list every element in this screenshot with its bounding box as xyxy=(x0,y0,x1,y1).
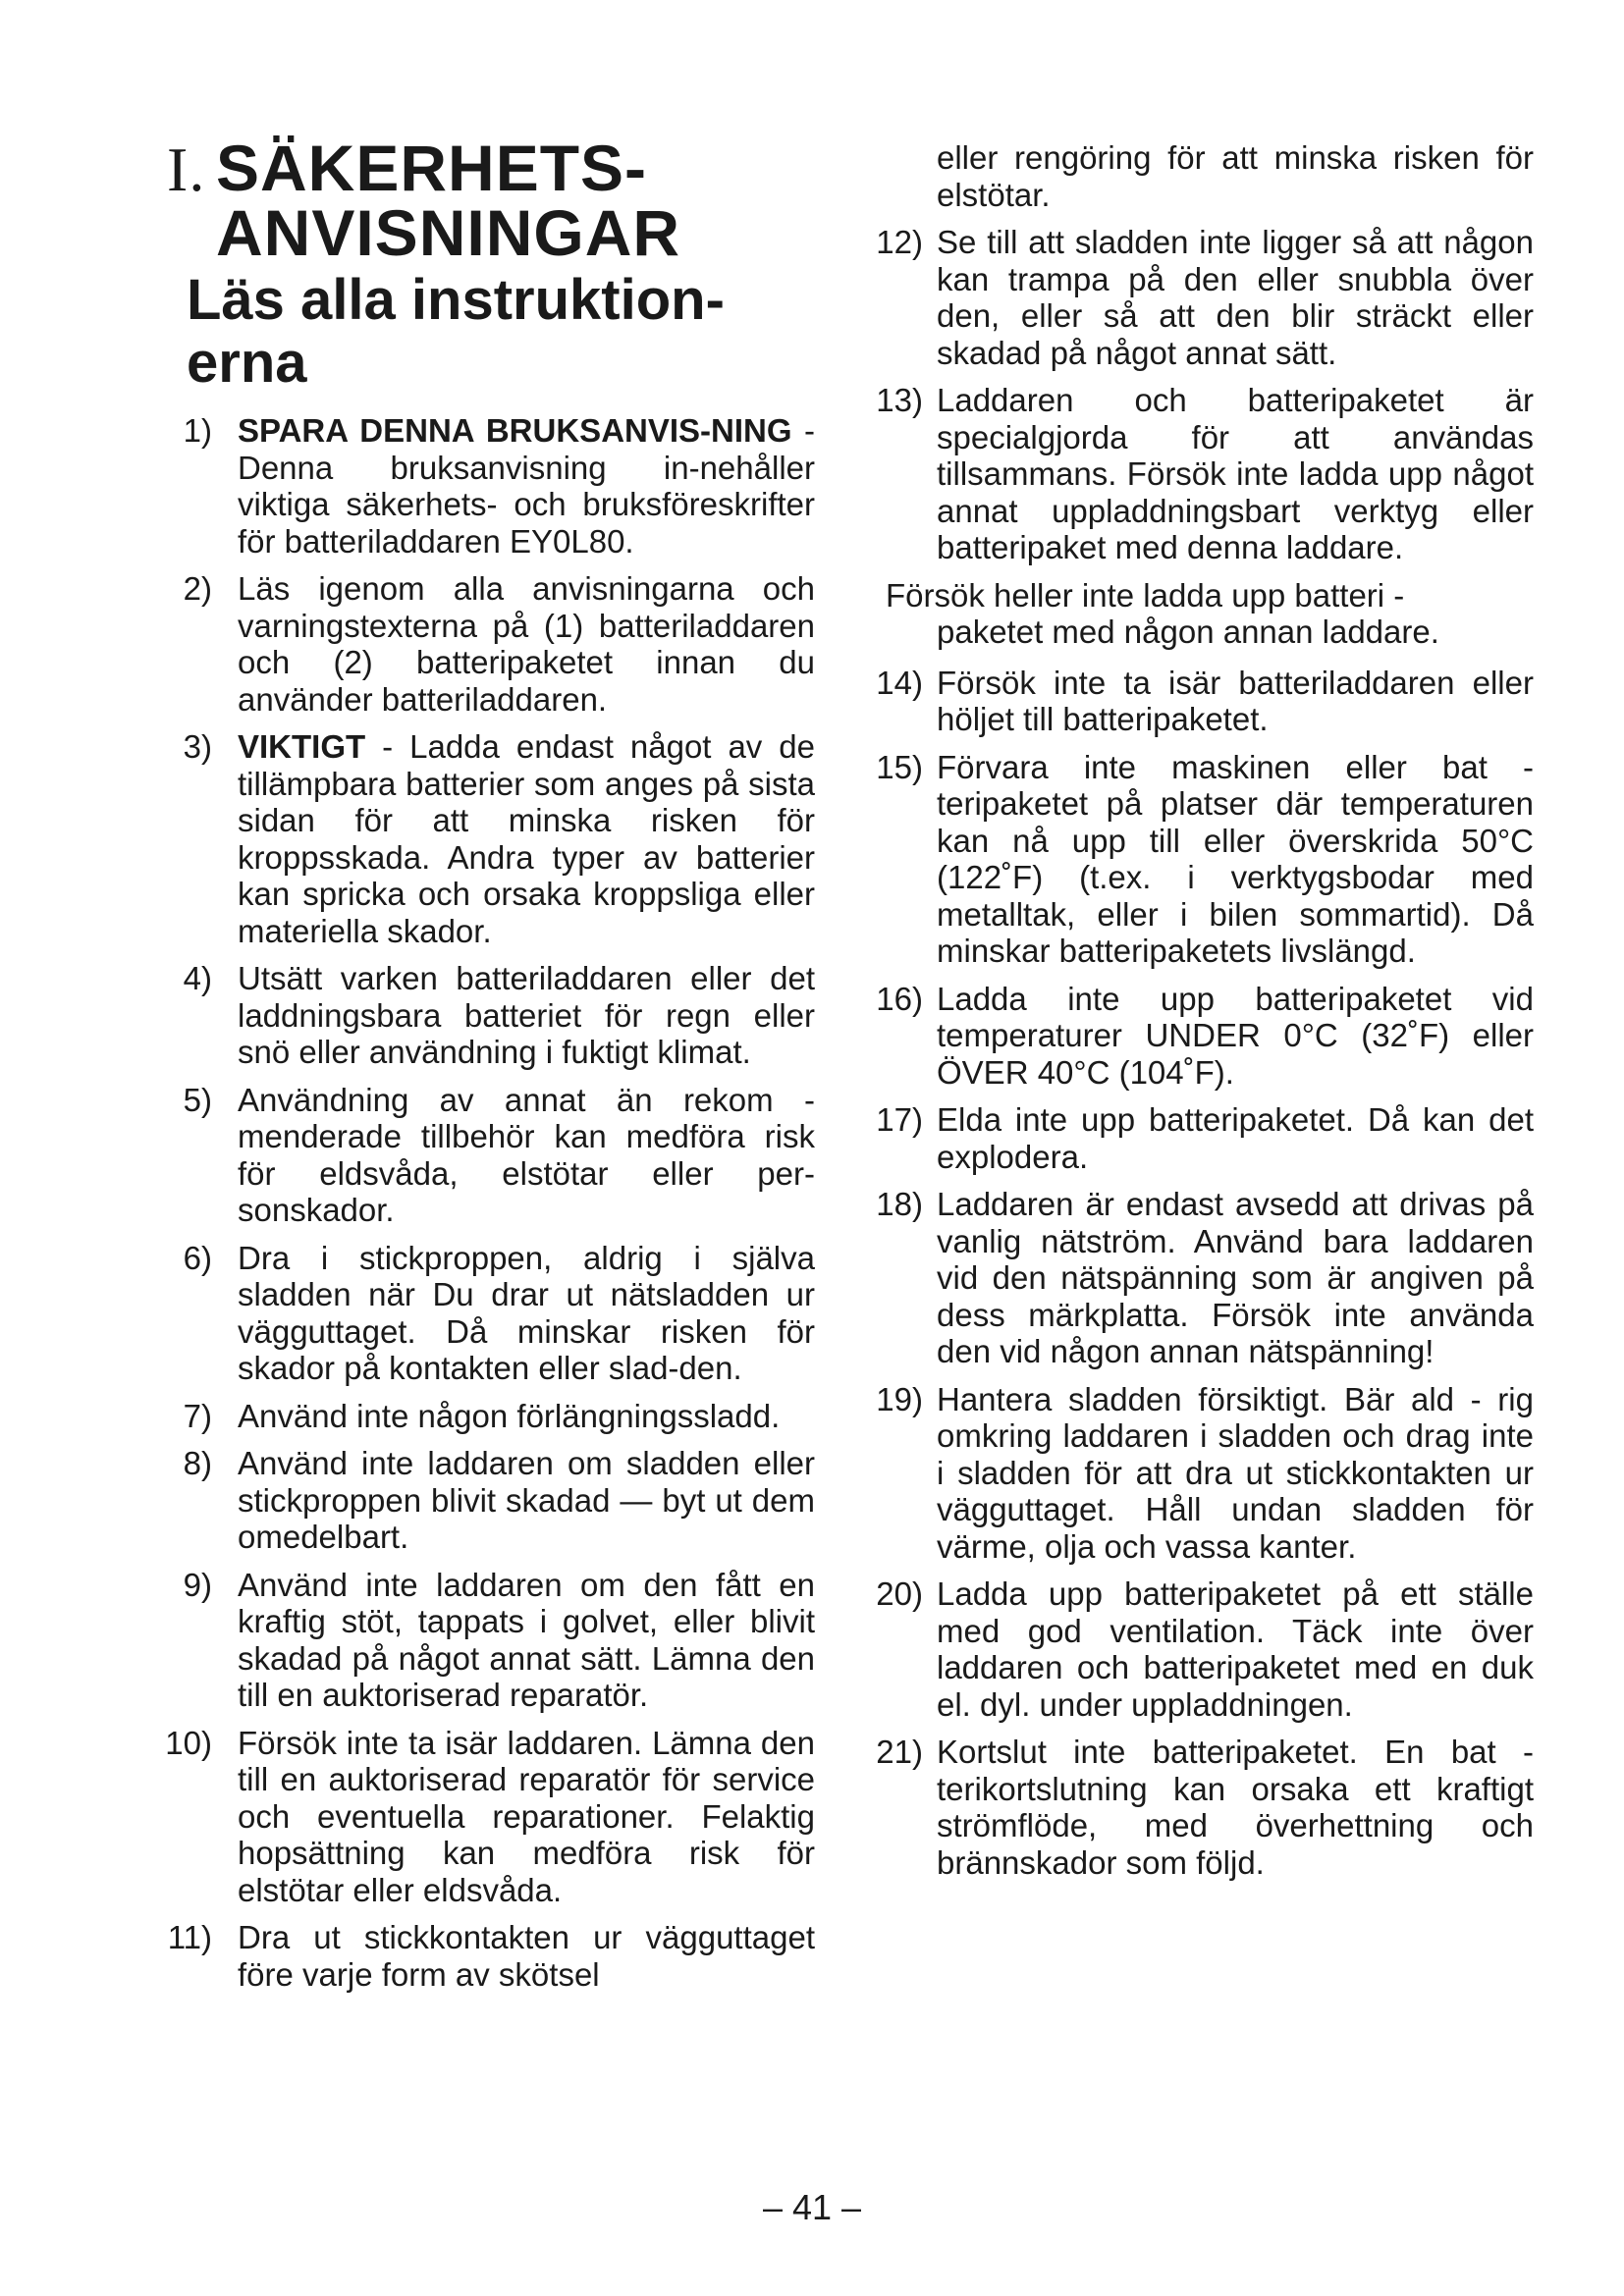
list-item-number: 15) xyxy=(876,748,923,785)
list-item-number: 6) xyxy=(183,1239,212,1276)
list-item-number: 1) xyxy=(183,412,212,449)
list-item-text: Laddaren och batteripaketet är specialgjorda för att användas tillsammans. Försök inte ladda upp något annat uppladdningsbart verktyg eller batteripaket med denna laddare. xyxy=(937,382,1534,565)
section-subtitle: Läs alla instruktion-erna xyxy=(187,268,725,395)
list-item xyxy=(167,1240,815,1387)
extra-note-line2: paketet med någon annan laddare. xyxy=(937,614,1439,650)
list-item-number: 14) xyxy=(876,664,923,701)
list-item-number: 12) xyxy=(876,224,923,260)
list-item-text: Utsätt varken batteriladdaren eller det laddningsbara batteriet för regn eller snö eller användning i fuktigt klimat. xyxy=(238,960,815,1070)
list-item xyxy=(167,1919,815,1993)
list-item-number: 3) xyxy=(183,728,212,765)
list-item-text: Elda inte upp batteripaketet. Då kan det explodera. xyxy=(937,1101,1534,1175)
section-title-line2: ANVISNINGAR xyxy=(216,196,681,269)
list-item-number: 10) xyxy=(165,1724,212,1761)
list-item xyxy=(866,1575,1534,1723)
list-item-number: 11) xyxy=(167,1919,212,1955)
list-item xyxy=(866,1734,1534,1881)
list-item xyxy=(167,1567,815,1714)
list-item-number: 18) xyxy=(876,1186,923,1222)
list-item xyxy=(866,1186,1534,1370)
list-item-number: 13) xyxy=(876,382,923,418)
list-item-text: Använd inte någon förlängningssladd. xyxy=(238,1397,781,1434)
section-title-line1: SÄKERHETS- xyxy=(216,132,648,204)
list-item-number: 5) xyxy=(183,1081,212,1118)
list-item-number: 20) xyxy=(876,1575,923,1612)
list-item-text: Använd inte laddaren om den fått en kraftig stöt, tappats i golvet, eller blivit skadad på något annat sätt. Lämna den till en auktoriserad reparatör. xyxy=(238,1566,815,1713)
safety-list-left xyxy=(167,412,815,1993)
list-item xyxy=(167,728,815,949)
list-item-text: Användning av annat än rekom - menderade tillbehör kan medföra risk för eldsvåda, elstötar eller per-sonskador. xyxy=(238,1081,815,1228)
list-item-number: 19) xyxy=(876,1380,923,1417)
right-column xyxy=(866,139,1534,1892)
list-item-number: 4) xyxy=(183,960,212,996)
list-item-bold: VIKTIGT xyxy=(238,728,366,765)
list-item-number: 9) xyxy=(183,1566,212,1603)
list-item xyxy=(167,1082,815,1229)
section-heading xyxy=(167,132,815,269)
list-item xyxy=(866,1101,1534,1175)
list-item-text: Försök inte ta isär batteriladdaren eller höljet till batteripaketet. xyxy=(937,664,1534,737)
list-item xyxy=(167,1725,815,1909)
list-item-text: Kortslut inte batteripaketet. En bat - terikortslutning kan orsaka ett kraftigt strömflöde, med överhettning och brännskador som följd. xyxy=(937,1734,1534,1881)
list-item xyxy=(866,749,1534,970)
list-item-text: Läs igenom alla anvisningarna och varningstexterna på (1) batteriladdaren och (2) batteripaketet innan du använder batteriladdaren. xyxy=(238,570,815,718)
list-item-text: Använd inte laddaren om sladden eller stickproppen blivit skadad — byt ut dem omedelbart. xyxy=(238,1445,815,1555)
list-item xyxy=(167,960,815,1071)
list-item xyxy=(866,1381,1534,1566)
list-item xyxy=(167,412,815,560)
list-item-number: 8) xyxy=(183,1445,212,1481)
list-item-extra-note xyxy=(886,577,1534,651)
list-item-continuation: eller rengöring för att minska risken för elstötar. xyxy=(937,139,1534,213)
safety-list-right xyxy=(866,224,1534,566)
list-item-number: 21) xyxy=(876,1734,923,1770)
page-number: – 41 – xyxy=(762,2187,862,2227)
list-item-text: Ladda upp batteripaketet på ett ställe med god ventilation. Täck inte över laddaren och batteripaketet med en duk el. dyl. under uppladdningen. xyxy=(937,1575,1534,1723)
list-item xyxy=(866,382,1534,566)
list-item-text: Laddaren är endast avsedd att drivas på vanlig nätström. Använd bara laddaren vid den nätspänning som är angiven på dess märkplatta. Försök inte använda den vid någon annan nätspänning! xyxy=(937,1186,1534,1369)
section-numeral: I. xyxy=(167,134,206,204)
list-item-text: - Denna bruksanvisning in-nehåller viktiga säkerhets- och bruksföreskrifter för batteriladdaren EY0L80. xyxy=(238,412,815,560)
list-item-text: Ladda inte upp batteripaketet vid temperaturer UNDER 0°C (32˚F) eller ÖVER 40°C (104˚F). xyxy=(937,980,1534,1091)
list-item-text: Hantera sladden försiktigt. Bär ald - rig omkring laddaren i sladden och drag inte i sladden för att dra ut stickkontakten ur vägguttaget. Håll undan sladden för värme, olja och vassa kanter. xyxy=(937,1380,1534,1565)
list-item-text: Se till att sladden inte ligger så att någon kan trampa på den eller snubbla över den, eller så att den blir sträckt eller skadad på något annat sätt. xyxy=(937,224,1534,371)
list-item xyxy=(866,981,1534,1092)
left-column xyxy=(165,132,815,2003)
list-item-text: Dra ut stickkontakten ur vägguttaget före varje form av skötsel xyxy=(238,1919,815,1993)
list-item-text: - Ladda endast något av de tillämpbara batterier som anges på sista sidan för att minska risken för kroppsskada. Andra typer av batterier kan spricka och orsaka kroppsliga eller materiella skador. xyxy=(238,728,815,949)
list-item-text: Förvara inte maskinen eller bat - teripaketet på platser där temperaturen kan nå upp till eller överskrida 50°C (122˚F) (t.ex. i verktygsbodar med metalltak, eller i bilen sommartid). Då minskar batteripaketets livslängd. xyxy=(937,748,1534,969)
list-item-bold: SPARA DENNA BRUKSANVIS-NING xyxy=(238,412,792,449)
list-item-number: 7) xyxy=(183,1397,212,1434)
extra-note-line1: Försök heller inte ladda upp batteri - xyxy=(886,576,1405,614)
list-item xyxy=(167,1398,815,1435)
list-item-number: 17) xyxy=(876,1101,923,1138)
list-item-number: 2) xyxy=(183,570,212,607)
list-item-text: Försök inte ta isär laddaren. Lämna den till en auktoriserad reparatör för service och eventuella reparationer. Felaktig hopsättning kan medföra risk för elstötar eller eldsvåda. xyxy=(238,1724,815,1908)
list-item xyxy=(167,570,815,718)
list-item xyxy=(866,665,1534,738)
list-item-text: Dra i stickproppen, aldrig i själva sladden när Du drar ut nätsladden ur vägguttaget. Då minskar risken för skador på kontakten eller slad-den. xyxy=(238,1239,815,1386)
list-item xyxy=(866,224,1534,371)
list-item-number: 16) xyxy=(876,980,923,1017)
safety-list-right-continued xyxy=(866,665,1534,1882)
list-item xyxy=(167,1445,815,1556)
